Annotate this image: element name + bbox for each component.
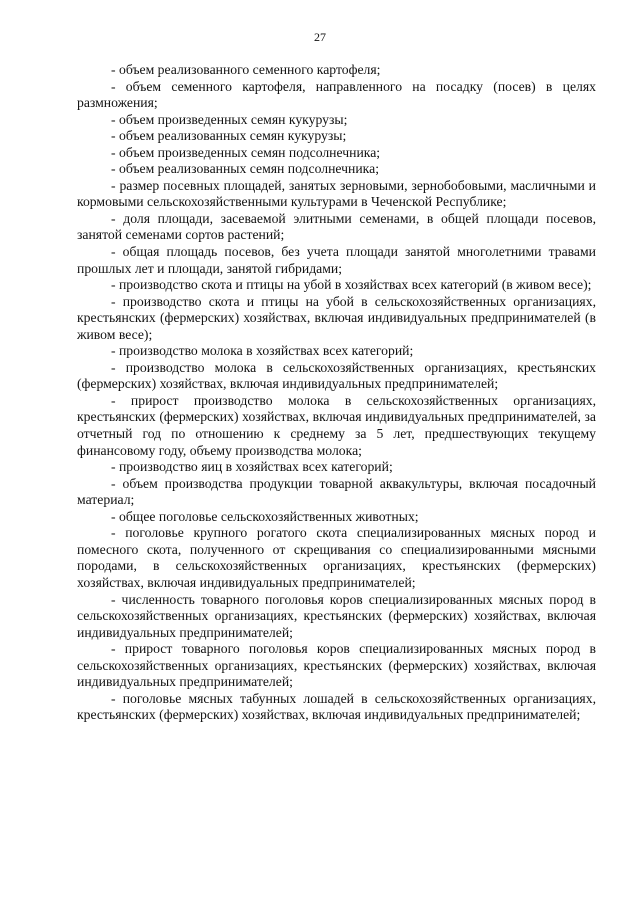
list-item: - численность товарного поголовья коров специализированных мясных пород в сельскохозяйственных организациях, крестьянских (фермерских) хозяйствах, включая индивидуальных предпринимателей; — [77, 591, 596, 640]
list-item: - объем семенного картофеля, направленного на посадку (посев) в целях размножения; — [77, 78, 596, 111]
list-item: - прирост товарного поголовья коров специализированных мясных пород в сельскохозяйственных организациях, крестьянских (фермерских) хозяйствах, включая индивидуальных предпринимателей; — [77, 641, 596, 690]
list-item: - объем производства продукции товарной аквакультуры, включая посадочный материал; — [77, 475, 596, 508]
page-number: 27 — [314, 30, 326, 44]
list-item: - объем произведенных семян подсолнечника; — [111, 144, 381, 160]
list-item: - общее поголовье сельскохозяйственных животных; — [111, 508, 419, 524]
list-item: - объем реализованных семян кукурузы; — [111, 128, 347, 144]
list-item: - доля площади, засеваемой элитными семенами, в общей площади посевов, занятой семенами сортов растений; — [77, 210, 596, 243]
list-item: - поголовье мясных табунных лошадей в сельскохозяйственных организациях, крестьянских (фермерских) хозяйствах, включая индивидуальных предпринимателей; — [77, 690, 596, 723]
list-item: - общая площадь посевов, без учета площади занятой многолетними травами прошлых лет и площади, занятой гибридами; — [77, 244, 596, 276]
list-item: - поголовье крупного рогатого скота специализированных мясных пород и помесного скота, полученного от скрещивания со специализированными мясными породами, в сельскохозяйственных организациях, крестьянских (фермерских) хозяйствах, включая индивидуальных предпринимателей; — [77, 525, 596, 590]
list-item: - объем реализованного семенного картофеля; — [111, 62, 381, 77]
list-item: - объем произведенных семян кукурузы; — [111, 111, 348, 127]
list-item: - производство молока в хозяйствах всех категорий; — [111, 343, 414, 359]
list-item: - производство скота и птицы на убой в сельскохозяйственных организациях, крестьянских (фермерских) хозяйствах, включая индивидуальных предпринимателей (в живом весе); — [77, 293, 596, 342]
list-item: - прирост производство молока в сельскохозяйственных организациях, крестьянских (фермерских) хозяйствах, включая индивидуальных предпринимателей, за отчетный год по отношению к среднему за 5 лет, предшествующих текущему финансовому году, объему производства молока; — [77, 392, 596, 458]
list-item: - объем реализованных семян подсолнечника; — [111, 161, 380, 177]
list-item: - размер посевных площадей, занятых зерновыми, зернобобовыми, масличными и кормовыми сельскохозяйственными культурами в Чеченской Республике; — [77, 177, 596, 210]
list-item: - производство молока в сельскохозяйственных организациях, крестьянских (фермерских) хозяйствах, включая индивидуальных предпринимателей; — [77, 359, 596, 392]
document-body — [77, 62, 596, 724]
list-item: - производство яиц в хозяйствах всех категорий; — [111, 459, 393, 475]
list-item: - производство скота и птицы на убой в хозяйствах всех категорий (в живом весе); — [111, 277, 592, 293]
